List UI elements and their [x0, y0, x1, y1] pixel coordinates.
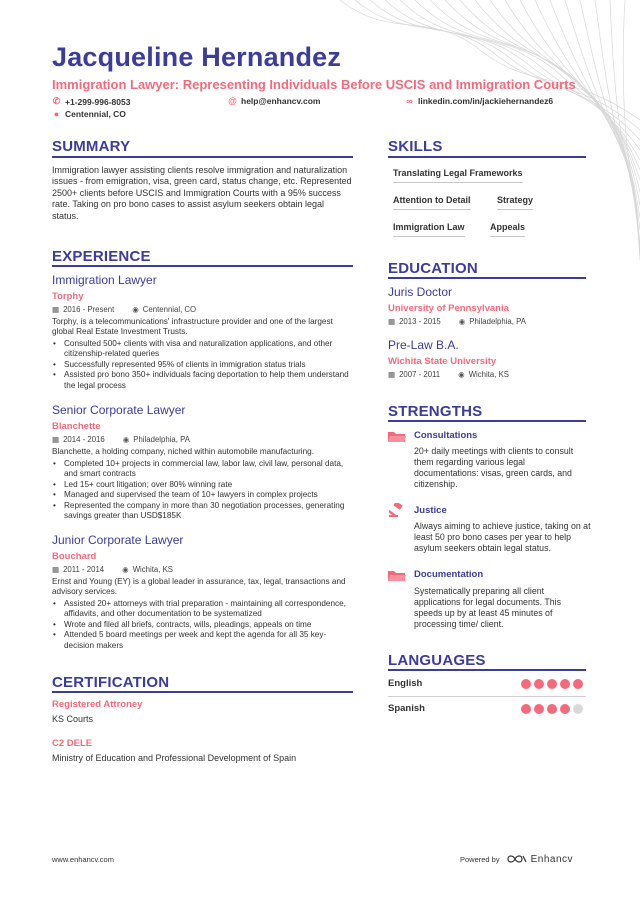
rating-dot-filled	[573, 679, 583, 689]
job-meta	[52, 305, 196, 314]
job-bullets	[52, 459, 352, 521]
cert-name: Registered Attroney	[52, 699, 143, 710]
list-item: • Wrote and filed all briefs, contracts, wills, pleadings, appeals on time	[52, 620, 352, 630]
rating-dot-filled	[534, 679, 544, 689]
location-text: Centennial, CO	[65, 109, 126, 119]
contact-linkedin[interactable]	[405, 96, 553, 106]
folder-icon	[388, 429, 406, 443]
brand-logo	[506, 853, 573, 865]
link-icon: ∞	[406, 96, 413, 106]
edu-degree: Juris Doctor	[388, 285, 453, 299]
powered-by-text: Powered by	[460, 854, 500, 864]
strength-title: Consultations	[414, 430, 478, 441]
rating-dot-filled	[534, 704, 544, 714]
at-icon: @	[228, 96, 237, 106]
location-pin-icon: ◉	[458, 370, 465, 379]
linkedin-text: linkedin.com/in/jackiehernandez6	[418, 96, 554, 106]
job-dates: 2011 - 2014	[63, 565, 105, 574]
list-item: • Led 15+ court litigation; over 80% winning rate	[52, 480, 352, 490]
rating-dot-filled	[547, 679, 557, 689]
edu-degree: Pre-Law B.A.	[388, 338, 459, 352]
edu-location: Philadelphia, PA	[469, 317, 526, 326]
calendar-icon: ▦	[52, 435, 60, 444]
cert-org: KS Courts	[52, 714, 94, 724]
skills-divider	[388, 156, 586, 158]
strength-title: Justice	[414, 505, 447, 516]
experience-heading: EXPERIENCE	[52, 248, 151, 265]
list-item: • Represented the company in more than 30 negotiation processes, generating savings greater than USD$185K	[52, 501, 352, 522]
edu-meta	[388, 370, 509, 379]
edu-meta	[388, 317, 526, 326]
skill-tag: Attention to Detail	[393, 195, 471, 210]
job-bullets	[52, 599, 352, 651]
edu-school: University of Pennsylvania	[388, 303, 509, 314]
brand-name: Enhancv	[530, 853, 574, 865]
list-item: • Consulted 500+ clients with visa and naturalization applications, and other citizenship-related queries	[52, 339, 352, 360]
job-location: Centennial, CO	[142, 305, 197, 314]
summary-heading: SUMMARY	[52, 138, 131, 155]
calendar-icon: ▦	[388, 317, 396, 326]
experience-divider	[52, 265, 353, 267]
list-item: • Assisted pro bono 350+ individuals facing deportation to help them understand the legal process	[52, 370, 352, 391]
language-rating	[521, 679, 583, 689]
rating-dot-filled	[547, 704, 557, 714]
education-divider	[388, 277, 586, 279]
strengths-heading: STRENGTHS	[388, 403, 483, 420]
language-rating	[521, 704, 583, 714]
job-dates: 2014 - 2016	[63, 435, 105, 444]
language-divider	[388, 696, 586, 697]
rating-dot-empty	[573, 704, 583, 714]
job-bullets	[52, 339, 352, 391]
languages-divider	[388, 669, 586, 671]
edu-school: Wichita State University	[388, 356, 497, 367]
contact-email[interactable]	[228, 96, 320, 106]
job-description: Blanchette, a holding company, niched within automobile manufacturing.	[52, 447, 315, 456]
job-location: Philadelphia, PA	[133, 435, 190, 444]
skill-tag: Translating Legal Frameworks	[393, 168, 523, 183]
strength-text: 20+ daily meetings with clients to consult them regarding various legal documentations: visas, green cards, and citizenship.	[414, 446, 574, 489]
skills-heading: SKILLS	[388, 138, 443, 155]
strengths-divider	[388, 420, 586, 422]
job-location: Wichita, KS	[132, 565, 173, 574]
certification-heading: CERTIFICATION	[52, 674, 170, 691]
contact-phone[interactable]	[52, 96, 130, 107]
edu-location: Wichita, KS	[468, 370, 509, 379]
location-pin-icon: ◉	[458, 317, 466, 326]
edu-dates: 2007 - 2011	[399, 370, 441, 379]
job-title: Immigration Lawyer	[52, 273, 157, 287]
skill-tag: Strategy	[497, 195, 533, 210]
list-item: • Completed 10+ projects in commercial law, labor law, civil law, personal data, and smart contracts	[52, 459, 352, 480]
location-pin-icon: ●	[53, 109, 60, 119]
contact-location	[52, 109, 126, 119]
job-company: Bouchard	[52, 551, 97, 562]
location-pin-icon: ◉	[122, 435, 130, 444]
edu-dates: 2013 - 2015	[399, 317, 441, 326]
decorative-wave-pattern	[310, 0, 640, 260]
strength-title: Documentation	[414, 569, 484, 580]
phone-icon: ✆	[52, 96, 61, 106]
calendar-icon: ▦	[388, 370, 396, 379]
footer-site[interactable]: www.enhancv.com	[52, 855, 114, 864]
language-name: Spanish	[388, 703, 425, 714]
cert-name: C2 DELE	[52, 738, 93, 749]
certification-divider	[52, 691, 353, 693]
job-company: Blanchette	[52, 421, 101, 432]
gavel-icon	[388, 503, 406, 517]
job-company: Torphy	[52, 291, 84, 302]
phone-text: +1-299-996-8053	[65, 96, 131, 107]
enhancv-logo-icon	[506, 853, 528, 865]
email-text: help@enhancv.com	[241, 96, 321, 106]
list-item: • Attended 5 board meetings per week and kept the agenda for all 35 key-decision makers	[52, 630, 352, 651]
list-item: • Assisted 20+ attorneys with trial preparation - maintaining all correspondence, affidavits, and other documentation to be systematized	[52, 599, 352, 620]
location-pin-icon: ◉	[132, 305, 139, 314]
summary-divider	[52, 156, 353, 158]
cert-org: Ministry of Education and Professional Development of Spain	[52, 753, 297, 763]
candidate-name: Jacqueline Hernandez	[52, 42, 342, 72]
job-title: Junior Corporate Lawyer	[52, 533, 184, 547]
list-item: • Managed and supervised the team of 10+ lawyers in complex projects	[52, 490, 352, 500]
footer-powered	[460, 853, 573, 865]
rating-dot-filled	[560, 679, 570, 689]
candidate-tagline: Immigration Lawyer: Representing Individuals Before USCIS and Immigration Courts	[52, 77, 576, 92]
rating-dot-filled	[521, 704, 531, 714]
languages-heading: LANGUAGES	[388, 652, 486, 669]
job-meta	[52, 435, 190, 444]
summary-text: Immigration lawyer assisting clients resolve immigration and naturalization issues - from emigration, visa, green card, status change, etc. Represented 2500+ clients before USCIS and Immigration Courts with a 95% success rate. Taking on pro bono cases to assist asylum seekers obtain legal status.	[52, 165, 352, 221]
job-description: Torphy, is a telecommunications' infrastructure provider and one of the largest global Real Estate Investment Trusts.	[52, 317, 333, 337]
folder-icon	[388, 568, 406, 582]
rating-dot-filled	[521, 679, 531, 689]
job-title: Senior Corporate Lawyer	[52, 403, 186, 417]
job-dates: 2016 - Present	[63, 305, 115, 314]
rating-dot-filled	[560, 704, 570, 714]
skill-tag: Immigration Law	[393, 222, 465, 237]
job-meta	[52, 565, 173, 574]
strength-text: Always aiming to achieve justice, taking on at least 50 pro bono cases per year to help asylum seekers obtain legal status.	[414, 521, 591, 553]
list-item: • Successfully represented 95% of clients in immigration status trials	[52, 360, 352, 370]
language-name: English	[388, 678, 423, 689]
strength-text: Systematically preparing all client applications for legal documents. This speeds up by at least 45 minutes of processing time/ client.	[414, 586, 562, 629]
skill-tag: Appeals	[490, 222, 525, 237]
location-pin-icon: ◉	[122, 565, 129, 574]
calendar-icon: ▦	[52, 305, 60, 314]
education-heading: EDUCATION	[388, 260, 478, 277]
calendar-icon: ▦	[52, 565, 60, 574]
job-description: Ernst and Young (EY) is a global leader in assurance, tax, legal, transactions and advisory services.	[52, 577, 346, 597]
